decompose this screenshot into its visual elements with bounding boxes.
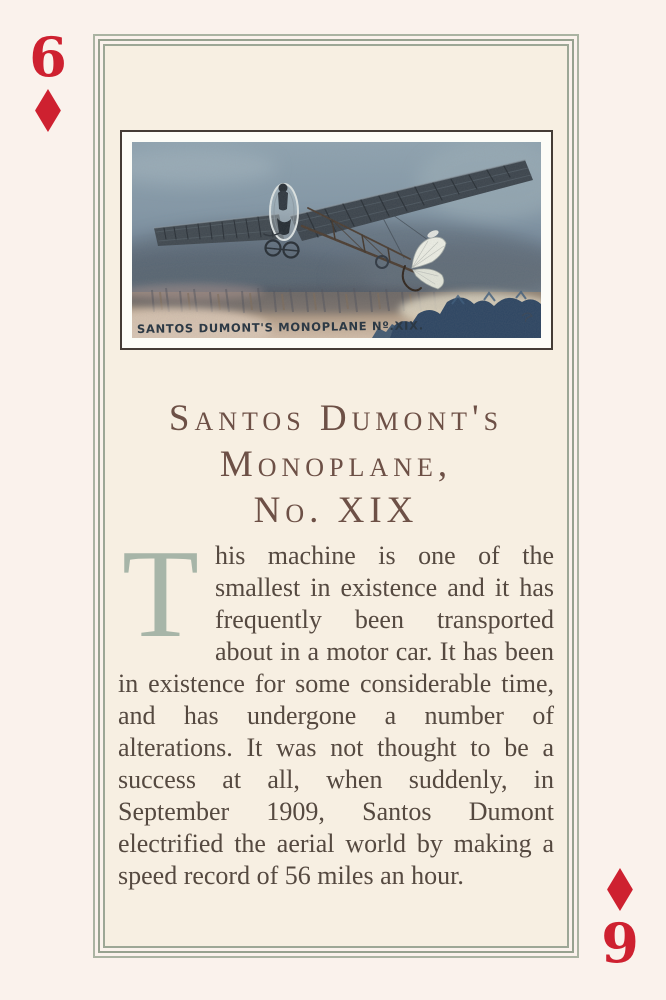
diamond-suit-icon-bottom-right: ♦	[599, 856, 641, 926]
card-title-line3: No. XIX	[253, 490, 419, 531]
picture-caption: SANTOS DUMONT'S MONOPLANE Nº.XIX.	[136, 318, 424, 336]
card-title-line2: Monoplane,	[219, 444, 453, 485]
card-rank-bottom-right: 9	[601, 911, 639, 975]
decorative-frame-outer	[93, 34, 579, 958]
card-index-bottom-right	[592, 856, 648, 975]
description-text: his machine is one of the smallest in existence and it has frequently been transported about in a motor car. It has been in existence for some considerable time, and has undergone a number of alterations. It was not thought to be a success at all, when suddenly, in September 1909, Santos Dumont electrified the aerial world by making a speed record of 56 miles an hour.	[118, 541, 554, 890]
card-title	[116, 396, 556, 534]
card-content	[105, 46, 567, 946]
diamond-suit-icon-top-left: ♦	[27, 77, 69, 147]
cigarette-card-picture	[120, 130, 553, 350]
drop-cap: T	[122, 525, 199, 664]
monoplane-illustration	[132, 142, 541, 338]
card-index-top-left	[20, 25, 76, 147]
card-description	[118, 525, 554, 892]
decorative-frame-middle	[98, 39, 574, 953]
card-title-line1: Santos Dumont's	[168, 398, 504, 439]
card-rank-top-left: 6	[29, 25, 67, 89]
paper-grain-texture	[132, 142, 541, 338]
decorative-frame-inner	[103, 44, 569, 948]
